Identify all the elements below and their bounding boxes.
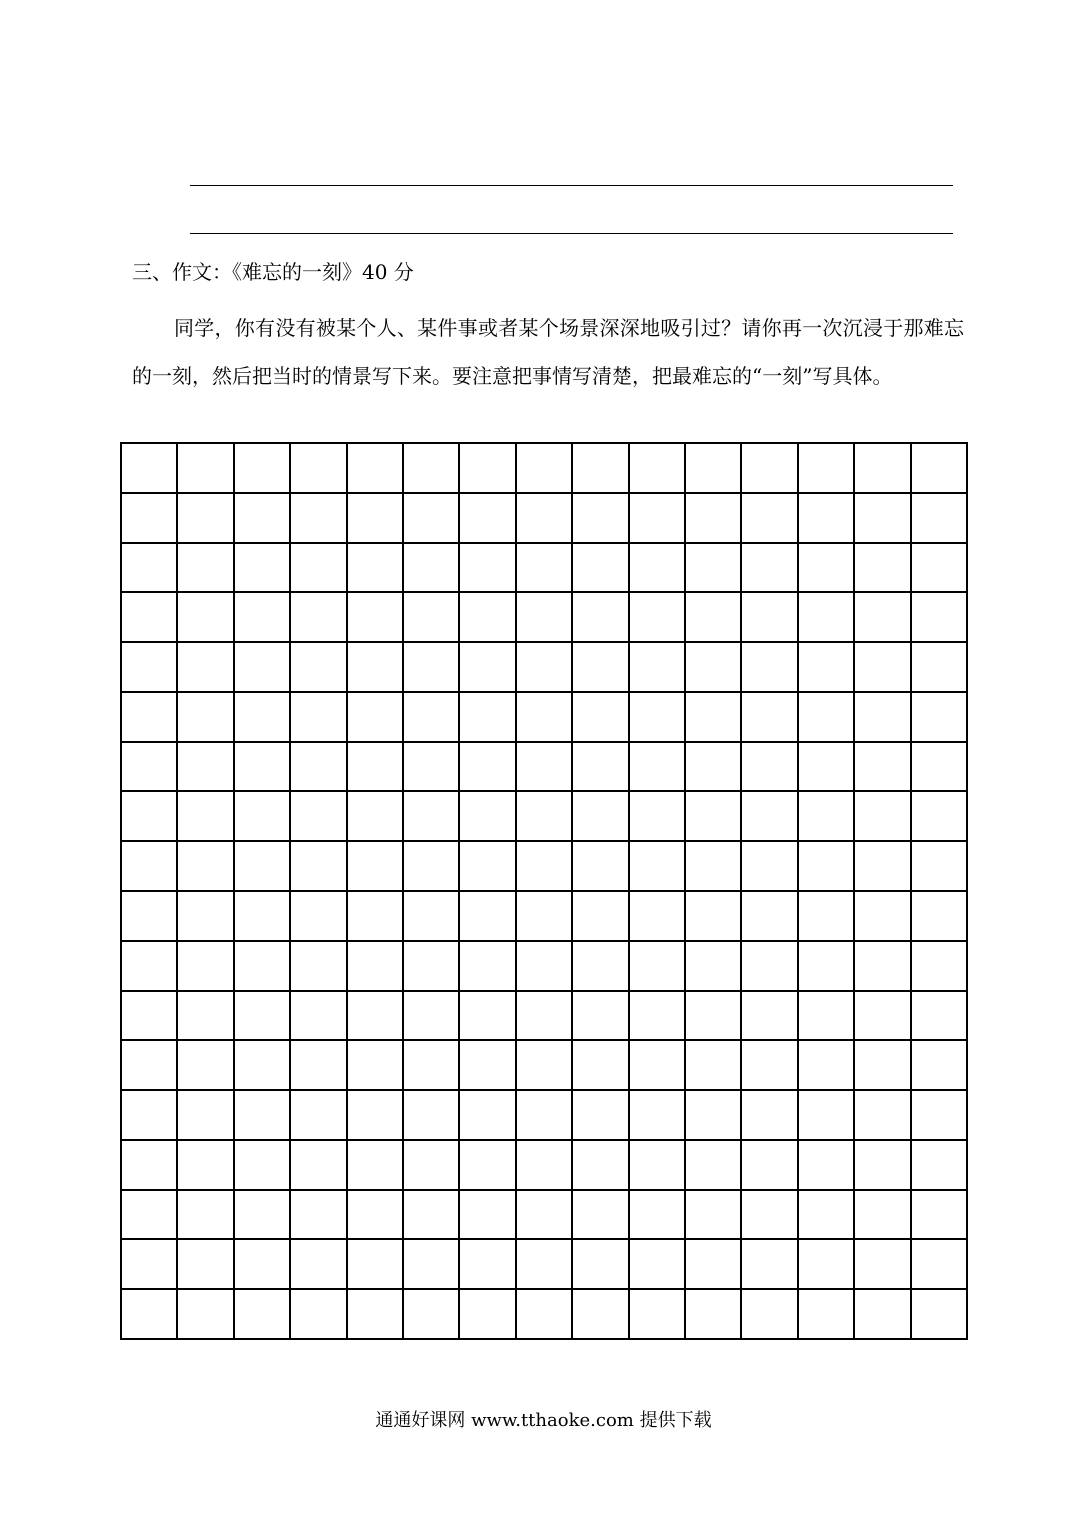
grid-cell[interactable] <box>630 992 686 1042</box>
grid-cell[interactable] <box>912 942 968 992</box>
grid-cell[interactable] <box>912 892 968 942</box>
grid-cell[interactable] <box>178 593 234 643</box>
grid-cell[interactable] <box>178 743 234 793</box>
grid-cell[interactable] <box>686 992 742 1042</box>
grid-cell[interactable] <box>742 1240 798 1290</box>
grid-cell[interactable] <box>573 992 629 1042</box>
grid-cell[interactable] <box>348 544 404 594</box>
grid-cell[interactable] <box>912 992 968 1042</box>
grid-cell[interactable] <box>404 643 460 693</box>
grid-cell[interactable] <box>630 1240 686 1290</box>
section-heading: 三、作文：《难忘的一刻》40 分 <box>132 260 414 284</box>
grid-cell[interactable] <box>404 1240 460 1290</box>
grid-cell[interactable] <box>291 992 347 1042</box>
grid-cell[interactable] <box>235 693 291 743</box>
grid-cell[interactable] <box>630 643 686 693</box>
grid-cell[interactable] <box>912 842 968 892</box>
grid-cell[interactable] <box>122 743 178 793</box>
grid-cell[interactable] <box>122 842 178 892</box>
grid-cell[interactable] <box>855 892 911 942</box>
grid-cell[interactable] <box>122 992 178 1042</box>
grid-cell[interactable] <box>291 942 347 992</box>
grid-cell[interactable] <box>517 792 573 842</box>
grid-cell[interactable] <box>235 842 291 892</box>
grid-cell[interactable] <box>573 544 629 594</box>
grid-cell[interactable] <box>460 743 516 793</box>
grid-cell[interactable] <box>573 942 629 992</box>
grid-cell[interactable] <box>235 892 291 942</box>
grid-cell[interactable] <box>404 842 460 892</box>
grid-cell[interactable] <box>799 992 855 1042</box>
grid-cell[interactable] <box>742 792 798 842</box>
grid-cell[interactable] <box>178 693 234 743</box>
grid-cell[interactable] <box>291 1240 347 1290</box>
grid-cell[interactable] <box>855 1091 911 1141</box>
grid-cell[interactable] <box>235 1290 291 1340</box>
grid-cell[interactable] <box>517 1240 573 1290</box>
grid-cell[interactable] <box>348 743 404 793</box>
grid-cell[interactable] <box>573 743 629 793</box>
grid-cell[interactable] <box>686 892 742 942</box>
grid-cell[interactable] <box>855 1240 911 1290</box>
grid-cell[interactable] <box>291 1141 347 1191</box>
grid-cell[interactable] <box>291 593 347 643</box>
grid-cell[interactable] <box>686 494 742 544</box>
grid-cell[interactable] <box>742 1191 798 1241</box>
grid-cell[interactable] <box>912 743 968 793</box>
grid-cell[interactable] <box>517 1141 573 1191</box>
grid-cell[interactable] <box>348 1141 404 1191</box>
grid-cell[interactable] <box>912 544 968 594</box>
grid-cell[interactable] <box>460 1240 516 1290</box>
grid-cell[interactable] <box>122 892 178 942</box>
grid-cell[interactable] <box>855 593 911 643</box>
grid-cell[interactable] <box>517 693 573 743</box>
grid-cell[interactable] <box>235 1091 291 1141</box>
grid-cell[interactable] <box>404 1041 460 1091</box>
grid-cell[interactable] <box>912 792 968 842</box>
grid-cell[interactable] <box>912 1141 968 1191</box>
grid-cell[interactable] <box>404 1091 460 1141</box>
grid-cell[interactable] <box>855 743 911 793</box>
grid-cell[interactable] <box>686 593 742 643</box>
grid-cell[interactable] <box>122 643 178 693</box>
grid-cell[interactable] <box>348 942 404 992</box>
grid-cell[interactable] <box>855 1141 911 1191</box>
grid-cell[interactable] <box>404 544 460 594</box>
grid-cell[interactable] <box>573 593 629 643</box>
grid-cell[interactable] <box>178 1191 234 1241</box>
grid-cell[interactable] <box>855 444 911 494</box>
grid-cell[interactable] <box>235 544 291 594</box>
grid-cell[interactable] <box>912 643 968 693</box>
grid-cell[interactable] <box>178 942 234 992</box>
writing-grid[interactable] <box>120 442 968 1340</box>
grid-cell[interactable] <box>630 892 686 942</box>
grid-cell[interactable] <box>460 842 516 892</box>
grid-cell[interactable] <box>686 444 742 494</box>
grid-cell[interactable] <box>460 544 516 594</box>
grid-cell[interactable] <box>291 842 347 892</box>
grid-cell[interactable] <box>573 643 629 693</box>
grid-cell[interactable] <box>686 693 742 743</box>
grid-cell[interactable] <box>686 1141 742 1191</box>
grid-cell[interactable] <box>799 1240 855 1290</box>
grid-cell[interactable] <box>686 743 742 793</box>
grid-cell[interactable] <box>517 1041 573 1091</box>
grid-cell[interactable] <box>178 544 234 594</box>
grid-cell[interactable] <box>178 1240 234 1290</box>
grid-cell[interactable] <box>348 1041 404 1091</box>
grid-cell[interactable] <box>517 444 573 494</box>
grid-cell[interactable] <box>630 792 686 842</box>
grid-cell[interactable] <box>799 743 855 793</box>
grid-cell[interactable] <box>573 693 629 743</box>
grid-cell[interactable] <box>460 444 516 494</box>
grid-cell[interactable] <box>855 494 911 544</box>
grid-cell[interactable] <box>517 1191 573 1241</box>
grid-cell[interactable] <box>855 992 911 1042</box>
grid-cell[interactable] <box>460 1191 516 1241</box>
grid-cell[interactable] <box>235 992 291 1042</box>
grid-cell[interactable] <box>573 444 629 494</box>
grid-cell[interactable] <box>517 942 573 992</box>
grid-cell[interactable] <box>122 1041 178 1091</box>
grid-cell[interactable] <box>460 593 516 643</box>
grid-cell[interactable] <box>235 643 291 693</box>
grid-cell[interactable] <box>630 942 686 992</box>
grid-cell[interactable] <box>460 942 516 992</box>
grid-cell[interactable] <box>742 544 798 594</box>
grid-cell[interactable] <box>291 1191 347 1241</box>
grid-cell[interactable] <box>404 1141 460 1191</box>
grid-cell[interactable] <box>855 842 911 892</box>
grid-cell[interactable] <box>742 1091 798 1141</box>
grid-cell[interactable] <box>912 1191 968 1241</box>
answer-line <box>190 185 953 186</box>
grid-cell[interactable] <box>460 643 516 693</box>
grid-cell[interactable] <box>573 1091 629 1141</box>
grid-cell[interactable] <box>122 1240 178 1290</box>
grid-cell[interactable] <box>460 1041 516 1091</box>
grid-cell[interactable] <box>855 942 911 992</box>
grid-cell[interactable] <box>122 1290 178 1340</box>
grid-cell[interactable] <box>630 444 686 494</box>
grid-cell[interactable] <box>573 842 629 892</box>
grid-cell[interactable] <box>404 494 460 544</box>
grid-cell[interactable] <box>404 444 460 494</box>
grid-cell[interactable] <box>517 643 573 693</box>
grid-cell[interactable] <box>291 693 347 743</box>
grid-cell[interactable] <box>404 593 460 643</box>
grid-cell[interactable] <box>686 643 742 693</box>
grid-cell[interactable] <box>291 743 347 793</box>
grid-cell[interactable] <box>686 1041 742 1091</box>
grid-cell[interactable] <box>573 792 629 842</box>
grid-cell[interactable] <box>742 494 798 544</box>
grid-cell[interactable] <box>799 792 855 842</box>
grid-cell[interactable] <box>348 842 404 892</box>
grid-cell[interactable] <box>291 1091 347 1141</box>
grid-cell[interactable] <box>630 494 686 544</box>
grid-cell[interactable] <box>517 1290 573 1340</box>
grid-cell[interactable] <box>686 842 742 892</box>
grid-cell[interactable] <box>348 693 404 743</box>
grid-cell[interactable] <box>799 1290 855 1340</box>
grid-cell[interactable] <box>404 792 460 842</box>
grid-cell[interactable] <box>573 892 629 942</box>
grid-cell[interactable] <box>404 892 460 942</box>
grid-cell[interactable] <box>122 444 178 494</box>
grid-cell[interactable] <box>348 1240 404 1290</box>
grid-cell[interactable] <box>122 1191 178 1241</box>
grid-cell[interactable] <box>742 842 798 892</box>
grid-cell[interactable] <box>912 494 968 544</box>
grid-cell[interactable] <box>742 942 798 992</box>
grid-cell[interactable] <box>291 892 347 942</box>
grid-cell[interactable] <box>912 1290 968 1340</box>
grid-cell[interactable] <box>178 643 234 693</box>
grid-cell[interactable] <box>517 892 573 942</box>
grid-cell[interactable] <box>912 444 968 494</box>
grid-cell[interactable] <box>348 1091 404 1141</box>
grid-cell[interactable] <box>122 1091 178 1141</box>
grid-cell[interactable] <box>742 1141 798 1191</box>
grid-cell[interactable] <box>122 693 178 743</box>
grid-cell[interactable] <box>291 643 347 693</box>
grid-cell[interactable] <box>122 544 178 594</box>
grid-cell[interactable] <box>517 544 573 594</box>
grid-cell[interactable] <box>348 1290 404 1340</box>
grid-cell[interactable] <box>404 992 460 1042</box>
grid-cell[interactable] <box>799 1041 855 1091</box>
grid-cell[interactable] <box>235 1240 291 1290</box>
grid-cell[interactable] <box>742 1041 798 1091</box>
grid-cell[interactable] <box>855 1290 911 1340</box>
grid-cell[interactable] <box>291 792 347 842</box>
grid-cell[interactable] <box>348 444 404 494</box>
grid-cell[interactable] <box>291 494 347 544</box>
grid-cell[interactable] <box>348 593 404 643</box>
grid-cell[interactable] <box>742 643 798 693</box>
grid-cell[interactable] <box>460 1290 516 1340</box>
grid-cell[interactable] <box>686 1091 742 1141</box>
grid-cell[interactable] <box>573 1240 629 1290</box>
grid-cell[interactable] <box>122 593 178 643</box>
grid-cell[interactable] <box>799 494 855 544</box>
grid-cell[interactable] <box>178 1091 234 1141</box>
grid-cell[interactable] <box>742 693 798 743</box>
grid-cell[interactable] <box>799 1141 855 1191</box>
grid-cell[interactable] <box>460 892 516 942</box>
grid-cell[interactable] <box>630 693 686 743</box>
grid-cell[interactable] <box>573 1141 629 1191</box>
grid-cell[interactable] <box>517 1091 573 1141</box>
grid-cell[interactable] <box>799 1191 855 1241</box>
grid-cell[interactable] <box>799 693 855 743</box>
grid-cell[interactable] <box>235 593 291 643</box>
grid-cell[interactable] <box>178 494 234 544</box>
grid-cell[interactable] <box>122 494 178 544</box>
grid-cell[interactable] <box>178 842 234 892</box>
grid-cell[interactable] <box>630 842 686 892</box>
grid-cell[interactable] <box>291 544 347 594</box>
grid-cell[interactable] <box>573 494 629 544</box>
grid-cell[interactable] <box>686 1191 742 1241</box>
grid-cell[interactable] <box>460 693 516 743</box>
grid-cell[interactable] <box>235 1041 291 1091</box>
grid-cell[interactable] <box>799 892 855 942</box>
grid-cell[interactable] <box>404 942 460 992</box>
grid-cell[interactable] <box>235 1191 291 1241</box>
grid-cell[interactable] <box>630 544 686 594</box>
grid-cell[interactable] <box>686 942 742 992</box>
grid-cell[interactable] <box>855 1191 911 1241</box>
answer-line <box>190 233 953 234</box>
grid-cell[interactable] <box>630 1091 686 1141</box>
grid-cell[interactable] <box>799 1091 855 1141</box>
grid-cell[interactable] <box>178 1041 234 1091</box>
grid-cell[interactable] <box>912 693 968 743</box>
grid-cell[interactable] <box>630 1041 686 1091</box>
grid-cell[interactable] <box>855 693 911 743</box>
grid-cell[interactable] <box>912 593 968 643</box>
grid-cell[interactable] <box>291 1290 347 1340</box>
grid-cell[interactable] <box>460 1091 516 1141</box>
grid-cell[interactable] <box>742 743 798 793</box>
grid-cell[interactable] <box>348 992 404 1042</box>
grid-cell[interactable] <box>235 1141 291 1191</box>
grid-cell[interactable] <box>348 892 404 942</box>
grid-cell[interactable] <box>348 494 404 544</box>
grid-cell[interactable] <box>404 693 460 743</box>
grid-cell[interactable] <box>517 992 573 1042</box>
grid-cell[interactable] <box>178 1290 234 1340</box>
grid-cell[interactable] <box>178 792 234 842</box>
grid-cell[interactable] <box>855 1041 911 1091</box>
grid-cell[interactable] <box>799 643 855 693</box>
grid-cell[interactable] <box>517 593 573 643</box>
grid-cell[interactable] <box>742 593 798 643</box>
grid-cell[interactable] <box>460 1141 516 1191</box>
grid-cell[interactable] <box>460 792 516 842</box>
grid-cell[interactable] <box>291 444 347 494</box>
grid-cell[interactable] <box>630 1141 686 1191</box>
grid-cell[interactable] <box>404 1290 460 1340</box>
grid-cell[interactable] <box>799 444 855 494</box>
grid-cell[interactable] <box>799 593 855 643</box>
grid-cell[interactable] <box>235 792 291 842</box>
grid-cell[interactable] <box>630 743 686 793</box>
grid-cell[interactable] <box>122 1141 178 1191</box>
grid-cell[interactable] <box>178 444 234 494</box>
grid-cell[interactable] <box>686 544 742 594</box>
grid-cell[interactable] <box>686 1240 742 1290</box>
grid-cell[interactable] <box>460 494 516 544</box>
grid-cell[interactable] <box>178 1141 234 1191</box>
grid-cell[interactable] <box>855 643 911 693</box>
grid-cell[interactable] <box>404 1191 460 1241</box>
grid-cell[interactable] <box>855 544 911 594</box>
grid-cell[interactable] <box>799 544 855 594</box>
grid-cell[interactable] <box>235 743 291 793</box>
grid-cell[interactable] <box>855 792 911 842</box>
grid-cell[interactable] <box>348 792 404 842</box>
grid-cell[interactable] <box>630 1290 686 1340</box>
grid-cell[interactable] <box>912 1240 968 1290</box>
grid-cell[interactable] <box>742 1290 798 1340</box>
grid-cell[interactable] <box>912 1091 968 1141</box>
grid-cell[interactable] <box>404 743 460 793</box>
grid-cell[interactable] <box>291 1041 347 1091</box>
grid-cell[interactable] <box>742 892 798 942</box>
footer-text: 通通好课网 www.tthaoke.com 提供下载 <box>375 1410 712 1431</box>
grid-cell[interactable] <box>799 842 855 892</box>
grid-cell[interactable] <box>686 792 742 842</box>
grid-cell[interactable] <box>460 992 516 1042</box>
composition-prompt: 同学，你有没有被某个人、某件事或者某个场景深深地吸引过？请你再一次沉浸于那难忘的一刻，然后把当时的情景写下来。要注意把事情写清楚，把最难忘的“一刻”写具体。 <box>132 316 964 388</box>
grid-cell[interactable] <box>686 1290 742 1340</box>
grid-cell[interactable] <box>235 494 291 544</box>
grid-cell[interactable] <box>122 942 178 992</box>
grid-cell[interactable] <box>630 1191 686 1241</box>
grid-cell[interactable] <box>742 444 798 494</box>
grid-cell[interactable] <box>348 1191 404 1241</box>
grid-cell[interactable] <box>630 593 686 643</box>
grid-cell[interactable] <box>517 743 573 793</box>
grid-cell[interactable] <box>573 1191 629 1241</box>
grid-cell[interactable] <box>573 1290 629 1340</box>
grid-cell[interactable] <box>122 792 178 842</box>
grid-cell[interactable] <box>348 643 404 693</box>
grid-cell[interactable] <box>178 992 234 1042</box>
grid-cell[interactable] <box>235 942 291 992</box>
grid-cell[interactable] <box>178 892 234 942</box>
grid-cell[interactable] <box>742 992 798 1042</box>
grid-cell[interactable] <box>517 842 573 892</box>
grid-cell[interactable] <box>912 1041 968 1091</box>
grid-cell[interactable] <box>573 1041 629 1091</box>
grid-cell[interactable] <box>517 494 573 544</box>
grid-cell[interactable] <box>799 942 855 992</box>
grid-cell[interactable] <box>235 444 291 494</box>
